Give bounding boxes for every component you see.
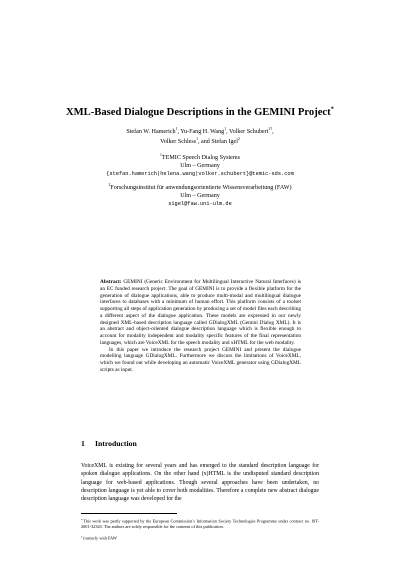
author-line-2 bbox=[0, 138, 400, 148]
abstract-paragraph-1 bbox=[100, 279, 301, 347]
affiliation-name: TEMIC Speech Dialog Systems bbox=[161, 155, 240, 162]
affiliation-1-city: Ulm – Germany bbox=[180, 163, 220, 169]
author-affiliation-mark: 1 bbox=[196, 136, 198, 141]
footnote-text: formerly with FAW bbox=[83, 535, 117, 541]
author-affiliation-mark: 2 bbox=[237, 136, 240, 141]
affiliation-name: Forschungsinstitut für anwendungsorientierte Wissensverarbeitung (FAW) bbox=[110, 185, 292, 192]
footnote-mark: † bbox=[81, 535, 83, 539]
affiliation-1-emails: {stefan.hamerich|helena.wang|volker.schubert}@temic-sds.com bbox=[106, 171, 294, 177]
author-name: , Volker Schubert bbox=[226, 129, 269, 135]
author-line-1 bbox=[0, 128, 400, 138]
author-name: Stefan W. Hamerich bbox=[126, 129, 176, 135]
section-number: 1 bbox=[81, 439, 85, 448]
footnote-text: This work was partly supported by the European Commission’s Information Society Technologies Programme under contract no. IST-2001-32343. The authors are solely responsible for the contents of this publication. bbox=[81, 518, 319, 529]
affiliation-1-name bbox=[0, 155, 400, 163]
title-footnote-mark: * bbox=[330, 105, 334, 113]
section-title: Introduction bbox=[95, 439, 137, 448]
section-heading bbox=[81, 439, 137, 448]
author-separator: , bbox=[272, 129, 274, 135]
affiliation-mark: 1 bbox=[160, 153, 162, 157]
author-name: , Yu-Fang H. Wang bbox=[177, 129, 225, 135]
affiliation-2-name bbox=[0, 185, 400, 193]
footnote-1 bbox=[81, 518, 319, 529]
paper-title-text: XML-Based Dialogue Descriptions in the GEMINI Project bbox=[66, 107, 331, 118]
footnote-mark: * bbox=[81, 518, 83, 522]
paper-title bbox=[0, 107, 400, 118]
abstract-text-1: GEMINI (Generic Environment for Multilingual Interactive Natural Interfaces) is an EC funded research project. The goal of GEMINI is to provide a flexible platform for the generation of dialogue applications, able to produce multi-modal and multilingual dialogue interfaces to databases with a minimum of human effort. This platform consists of a toolset supporting all steps of application generation by producing a set of model files each describing a different aspect of the dialogue application. These models are expressed in our newly designed XML-based description language called GDialogXML (Gemini Dialog XML). It is an abstract and object-oriented dialogue description language which is flexible enough to account for modality independent and modality specific features of the final representation languages, which are VoiceXML for the speech modality and xHTML for the web modality. bbox=[100, 279, 301, 346]
author-name: , and Stefan Igel bbox=[198, 139, 238, 145]
body-paragraph: VoiceXML is existing for several years and has emerged to the standard description language for spoken dialogue applications. On the other hand (x)HTML is the undisputed standard description language for web-based applications. Though several approaches have been undertaken, no description language is yet able to cover both modalities. Therefore a complete new abstract dialogue description language was developed for the bbox=[81, 463, 319, 503]
affiliation-2-city: Ulm – Germany bbox=[180, 193, 220, 199]
affiliation-2-email: sigel@faw.uni-ulm.de bbox=[168, 201, 232, 207]
body-text bbox=[81, 462, 319, 503]
footnote-rule bbox=[81, 513, 177, 514]
abstract-paragraph-2: In this paper we introduce the research project GEMINI and present the dialogue modelling language GDialogXML. Furthermore we discuss the limitations of VoiceXML, which we found out while developing an automatic VoiceXML generator using GDialogXML scripts as input. bbox=[100, 346, 301, 373]
author-affiliation-mark: 1 bbox=[224, 126, 227, 131]
abstract-label: Abstract: bbox=[100, 279, 122, 285]
author-affiliation-mark: 1† bbox=[268, 126, 273, 131]
abstract bbox=[100, 279, 301, 374]
affiliation-mark: 2 bbox=[108, 183, 111, 187]
author-affiliation-mark: 1 bbox=[175, 126, 178, 131]
author-name: Volker Schless bbox=[160, 139, 197, 145]
footnote-2 bbox=[81, 535, 319, 541]
